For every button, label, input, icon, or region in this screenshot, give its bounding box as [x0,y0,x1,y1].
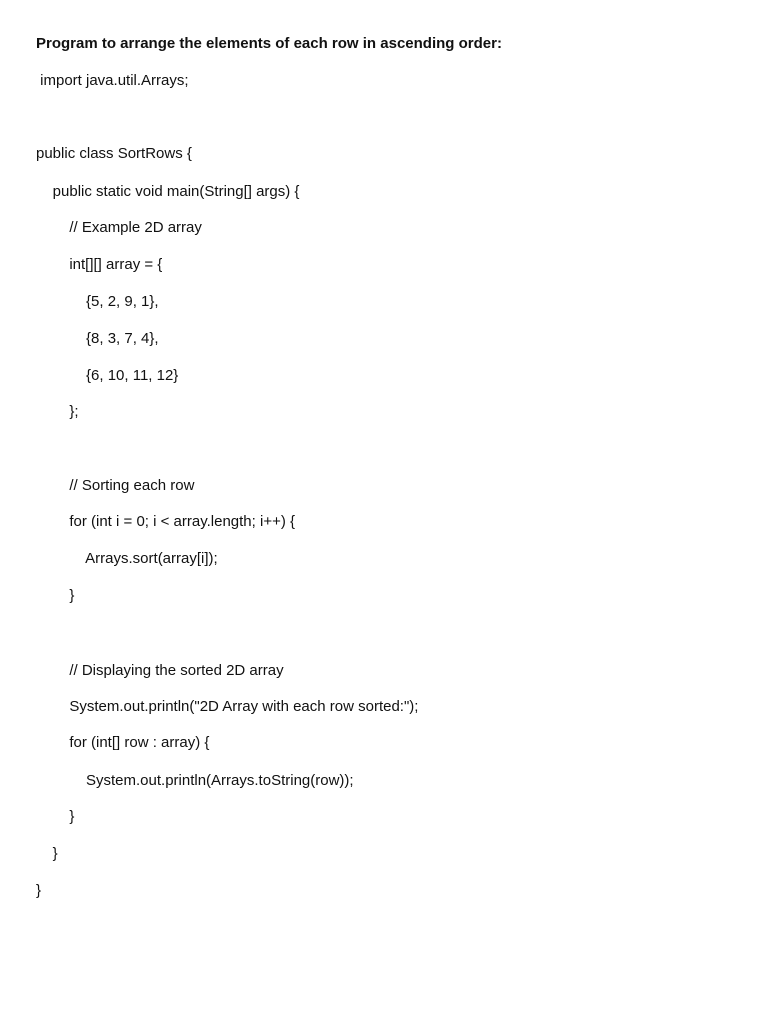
code-line-import: import java.util.Arrays; [36,72,189,89]
code-line-class-close: } [36,882,42,899]
code-line-main-close: } [36,845,58,862]
code-line-println-row: System.out.println(Arrays.toString(row)); [36,772,354,789]
document-heading: Program to arrange the elements of each row in ascending order: [36,35,502,52]
code-line-array-decl: int[][] array = { [36,256,163,273]
code-line-comment-sorting: // Sorting each row [36,477,195,494]
code-line-sort-call: Arrays.sort(array[i]); [36,550,218,567]
code-line-for-close: } [36,587,75,604]
code-line-foreach: for (int[] row : array) { [36,734,210,751]
code-line-array-row-2: {8, 3, 7, 4}, [36,330,159,347]
code-line-array-row-3: {6, 10, 11, 12} [36,367,179,384]
code-line-for-loop: for (int i = 0; i < array.length; i++) { [36,513,296,530]
code-line-array-close: }; [36,403,79,420]
code-line-class-decl: public class SortRows { [36,145,192,162]
code-line-comment-example: // Example 2D array [36,219,202,236]
code-line-main-decl: public static void main(String[] args) { [36,183,300,200]
code-line-comment-display: // Displaying the sorted 2D array [36,662,284,679]
code-line-array-row-1: {5, 2, 9, 1}, [36,293,159,310]
code-line-println-title: System.out.println("2D Array with each row sorted:"); [36,698,419,715]
code-line-foreach-close: } [36,808,75,825]
